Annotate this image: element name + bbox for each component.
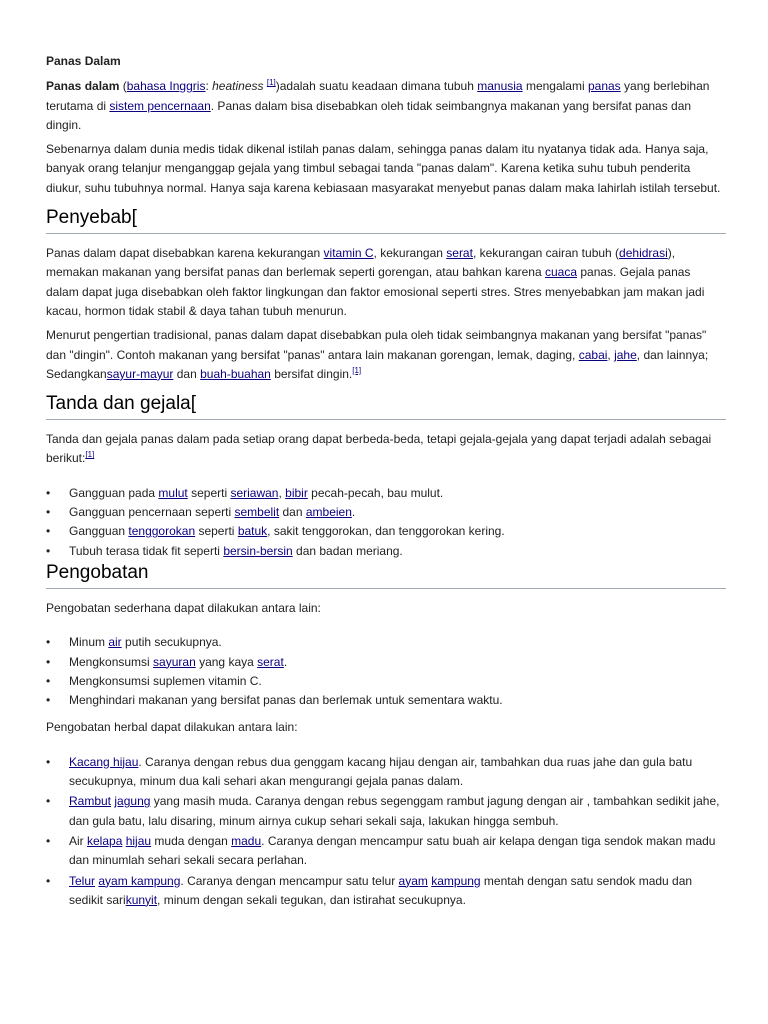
text: . Panas dalam bisa disebabkan oleh tidak seimbangnya makanan yang bersifat panas dan dingin. [46, 98, 692, 132]
text: , kekurangan cairan tubuh ( [472, 246, 620, 261]
text: Air [69, 833, 87, 848]
list-item [46, 792, 726, 831]
text: dan [279, 505, 306, 520]
list-item [46, 672, 726, 691]
text: Gangguan pada [69, 485, 159, 500]
gejala-list [46, 484, 726, 561]
text: seperti [187, 485, 231, 500]
text: : [205, 79, 213, 94]
pengobatan-list [46, 633, 726, 710]
section-heading-penyebab: Penyebab[ [46, 206, 726, 234]
text: seperti [195, 524, 238, 539]
text: Gangguan [69, 524, 129, 539]
list-item [46, 832, 726, 871]
list-item [46, 503, 726, 522]
section-heading-pengobatan: Pengobatan [46, 561, 726, 589]
link-mulut[interactable]: mulut [158, 485, 188, 500]
text: mentah dengan satu sendok madu dan sedikit sari [69, 873, 693, 907]
link-tenggorokan[interactable]: tenggorokan [128, 524, 196, 539]
pengobatan-paragraph-1: Pengobatan sederhana dapat dilakukan antara lain: [46, 600, 321, 615]
list-item [46, 633, 726, 652]
text: mengalami [522, 79, 588, 94]
list-item [46, 653, 726, 672]
text: )adalah suatu keadaan dimana tubuh [275, 79, 478, 94]
link-manusia[interactable]: manusia [477, 79, 523, 94]
link-vitamin-c[interactable]: vitamin C [323, 246, 374, 261]
text: Menurut pengertian tradisional, panas dalam dapat disebabkan pula oleh tidak seimbangnya makanan yang bersifat "panas" dan "dingin". Contoh makanan yang bersifat "panas" antara lain makanan gorengan, lemak, daging, [46, 328, 707, 362]
list-item [46, 484, 726, 503]
text: ( [119, 79, 127, 94]
link-ayam-kampung[interactable]: ayam kampung [98, 873, 181, 888]
link-jahe[interactable]: jahe [614, 347, 637, 362]
list-item [46, 522, 726, 541]
text: Mengkonsumsi [69, 654, 154, 669]
pengobatan-paragraph-2: Pengobatan herbal dapat dilakukan antara lain: [46, 720, 298, 735]
ref-link[interactable]: [1] [85, 450, 95, 460]
link-sistem-pencernaan[interactable]: sistem pencernaan [109, 98, 211, 113]
list-item [46, 691, 726, 710]
text: . Caranya dengan mencampur satu telur [180, 873, 399, 888]
link-kampung[interactable]: kampung [431, 873, 481, 888]
text: putih secukupnya. [121, 635, 222, 650]
link-dehidrasi[interactable]: dehidrasi [619, 246, 668, 261]
intro-paragraph-2: Sebenarnya dalam dunia medis tidak dikenal istilah panas dalam, sehingga panas dalam itu nyatanya tidak ada. Hanya saja, banyak orang telanjur menganggap gejala yang timbul sebagai tanda "panas dalam". Karena ketika suhu tubuh penderita diukur, suhu tubuhnya normal. Hanya saja karena kebiasaan masyarakat menyebut panas dalam maka lahirlah istilah tersebut. [46, 142, 721, 195]
term-italic: heatiness [212, 79, 264, 94]
link-bahasa-inggris[interactable]: bahasa Inggris [126, 79, 206, 94]
text: dan badan meriang. [292, 543, 403, 558]
text: Panas dalam dapat disebabkan karena kekurangan [46, 246, 324, 261]
list-item [46, 753, 726, 792]
link-sayur-mayur[interactable]: sayur-mayur [106, 366, 174, 381]
link-batuk[interactable]: batuk [237, 524, 268, 539]
list-item [46, 542, 726, 561]
link-kunyit[interactable]: kunyit [125, 892, 158, 907]
link-jagung[interactable]: jagung [114, 794, 151, 809]
text: , minum dengan sekali tegukan, dan istirahat secukupnya. [157, 892, 466, 907]
link-bersin-bersin[interactable]: bersin-bersin [223, 543, 293, 558]
link-sembelit[interactable]: sembelit [234, 505, 280, 520]
text: panas. Gejala panas dalam dapat juga disebabkan oleh faktor lingkungan dan faktor emosional seperti stres. Stres menyebabkan jam makan jadi kacau, hormon tidak stabil & daya tahan tubuh menurun. [46, 265, 705, 318]
text: Tubuh terasa tidak fit seperti [69, 543, 224, 558]
term-bold: Panas dalam [46, 79, 120, 94]
link-sayuran[interactable]: sayuran [153, 654, 196, 669]
text: , kekurangan [373, 246, 447, 261]
ref-link[interactable]: [1] [266, 78, 276, 88]
link-panas[interactable]: panas [587, 79, 621, 94]
text: dan [173, 366, 201, 381]
text: bersifat dingin. [270, 366, 353, 381]
link-serat[interactable]: serat [257, 654, 284, 669]
link-ayam[interactable]: ayam [398, 873, 428, 888]
text: yang kaya [195, 654, 258, 669]
herbal-list [46, 753, 726, 910]
text: Mengkonsumsi suplemen vitamin C. [69, 673, 262, 688]
text: . Caranya dengan mencampur satu buah air kelapa dengan tiga sendok makan madu dan minumlah sehari sekali secara perlahan. [69, 833, 716, 868]
link-hijau[interactable]: hijau [125, 833, 152, 848]
gejala-paragraph [46, 430, 726, 469]
list-item [46, 872, 726, 911]
text: Minum [69, 635, 109, 650]
page-title: Panas Dalam [46, 54, 121, 68]
article-content [46, 52, 726, 910]
link-buah-buahan[interactable]: buah-buahan [200, 366, 271, 381]
link-kacang-hijau[interactable]: Kacang hijau [69, 754, 139, 769]
link-madu[interactable]: madu [231, 833, 262, 848]
text: Menghindari makanan yang bersifat panas dan berlemak untuk sementara waktu. [69, 693, 503, 708]
text: , dan lainnya; Sedangkan [46, 347, 709, 381]
intro-paragraph-1 [46, 77, 726, 135]
link-cabai[interactable]: cabai [578, 347, 608, 362]
text: . Caranya dengan rebus dua genggam kacang hijau dengan air, tambahkan dua ruas jahe dan gula batu secukupnya, minum dua kali sehari akan mengurangi gejala panas dalam. [69, 754, 693, 789]
link-seriawan[interactable]: seriawan [230, 485, 279, 500]
text: , [278, 485, 286, 500]
link-bibir[interactable]: bibir [285, 485, 308, 500]
link-serat[interactable]: serat [446, 246, 473, 261]
text: , sakit tenggorokan, dan tenggorokan kering. [267, 524, 505, 539]
link-ambeien[interactable]: ambeien [305, 505, 352, 520]
text: . [351, 505, 356, 520]
link-rambut[interactable]: Rambut [69, 794, 112, 809]
penyebab-paragraph-1 [46, 244, 726, 321]
text: yang berlebihan terutama di [46, 79, 710, 113]
text: . [283, 654, 288, 669]
text: Gangguan pencernaan seperti [69, 505, 235, 520]
penyebab-paragraph-2 [46, 326, 726, 384]
text: , [607, 347, 615, 362]
link-cuaca[interactable]: cuaca [544, 265, 578, 280]
link-air[interactable]: air [108, 635, 122, 650]
ref-link[interactable]: [1] [352, 365, 362, 375]
link-kelapa[interactable]: kelapa [87, 833, 123, 848]
text: yang masih muda. Caranya dengan rebus segenggam rambut jagung dengan air , tambahkan sedikit jahe, dan gula batu, lalu disaring, minum airnya cukup sehari sekali saja, lakukan hingga sembuh. [69, 794, 720, 828]
text: ), memakan makanan yang bersifat panas dan berlemak seperti gorengan, atau bahkan karena [46, 246, 676, 280]
section-heading-gejala: Tanda dan gejala[ [46, 392, 726, 420]
text: muda dengan [151, 833, 232, 848]
text: Tanda dan gejala panas dalam pada setiap orang dapat berbeda-beda, tetapi gejala-gejala yang dapat terjadi adalah sebagai berikut: [46, 432, 712, 466]
link-telur[interactable]: Telur [69, 873, 96, 888]
text: pecah-pecah, bau mulut. [307, 485, 444, 500]
